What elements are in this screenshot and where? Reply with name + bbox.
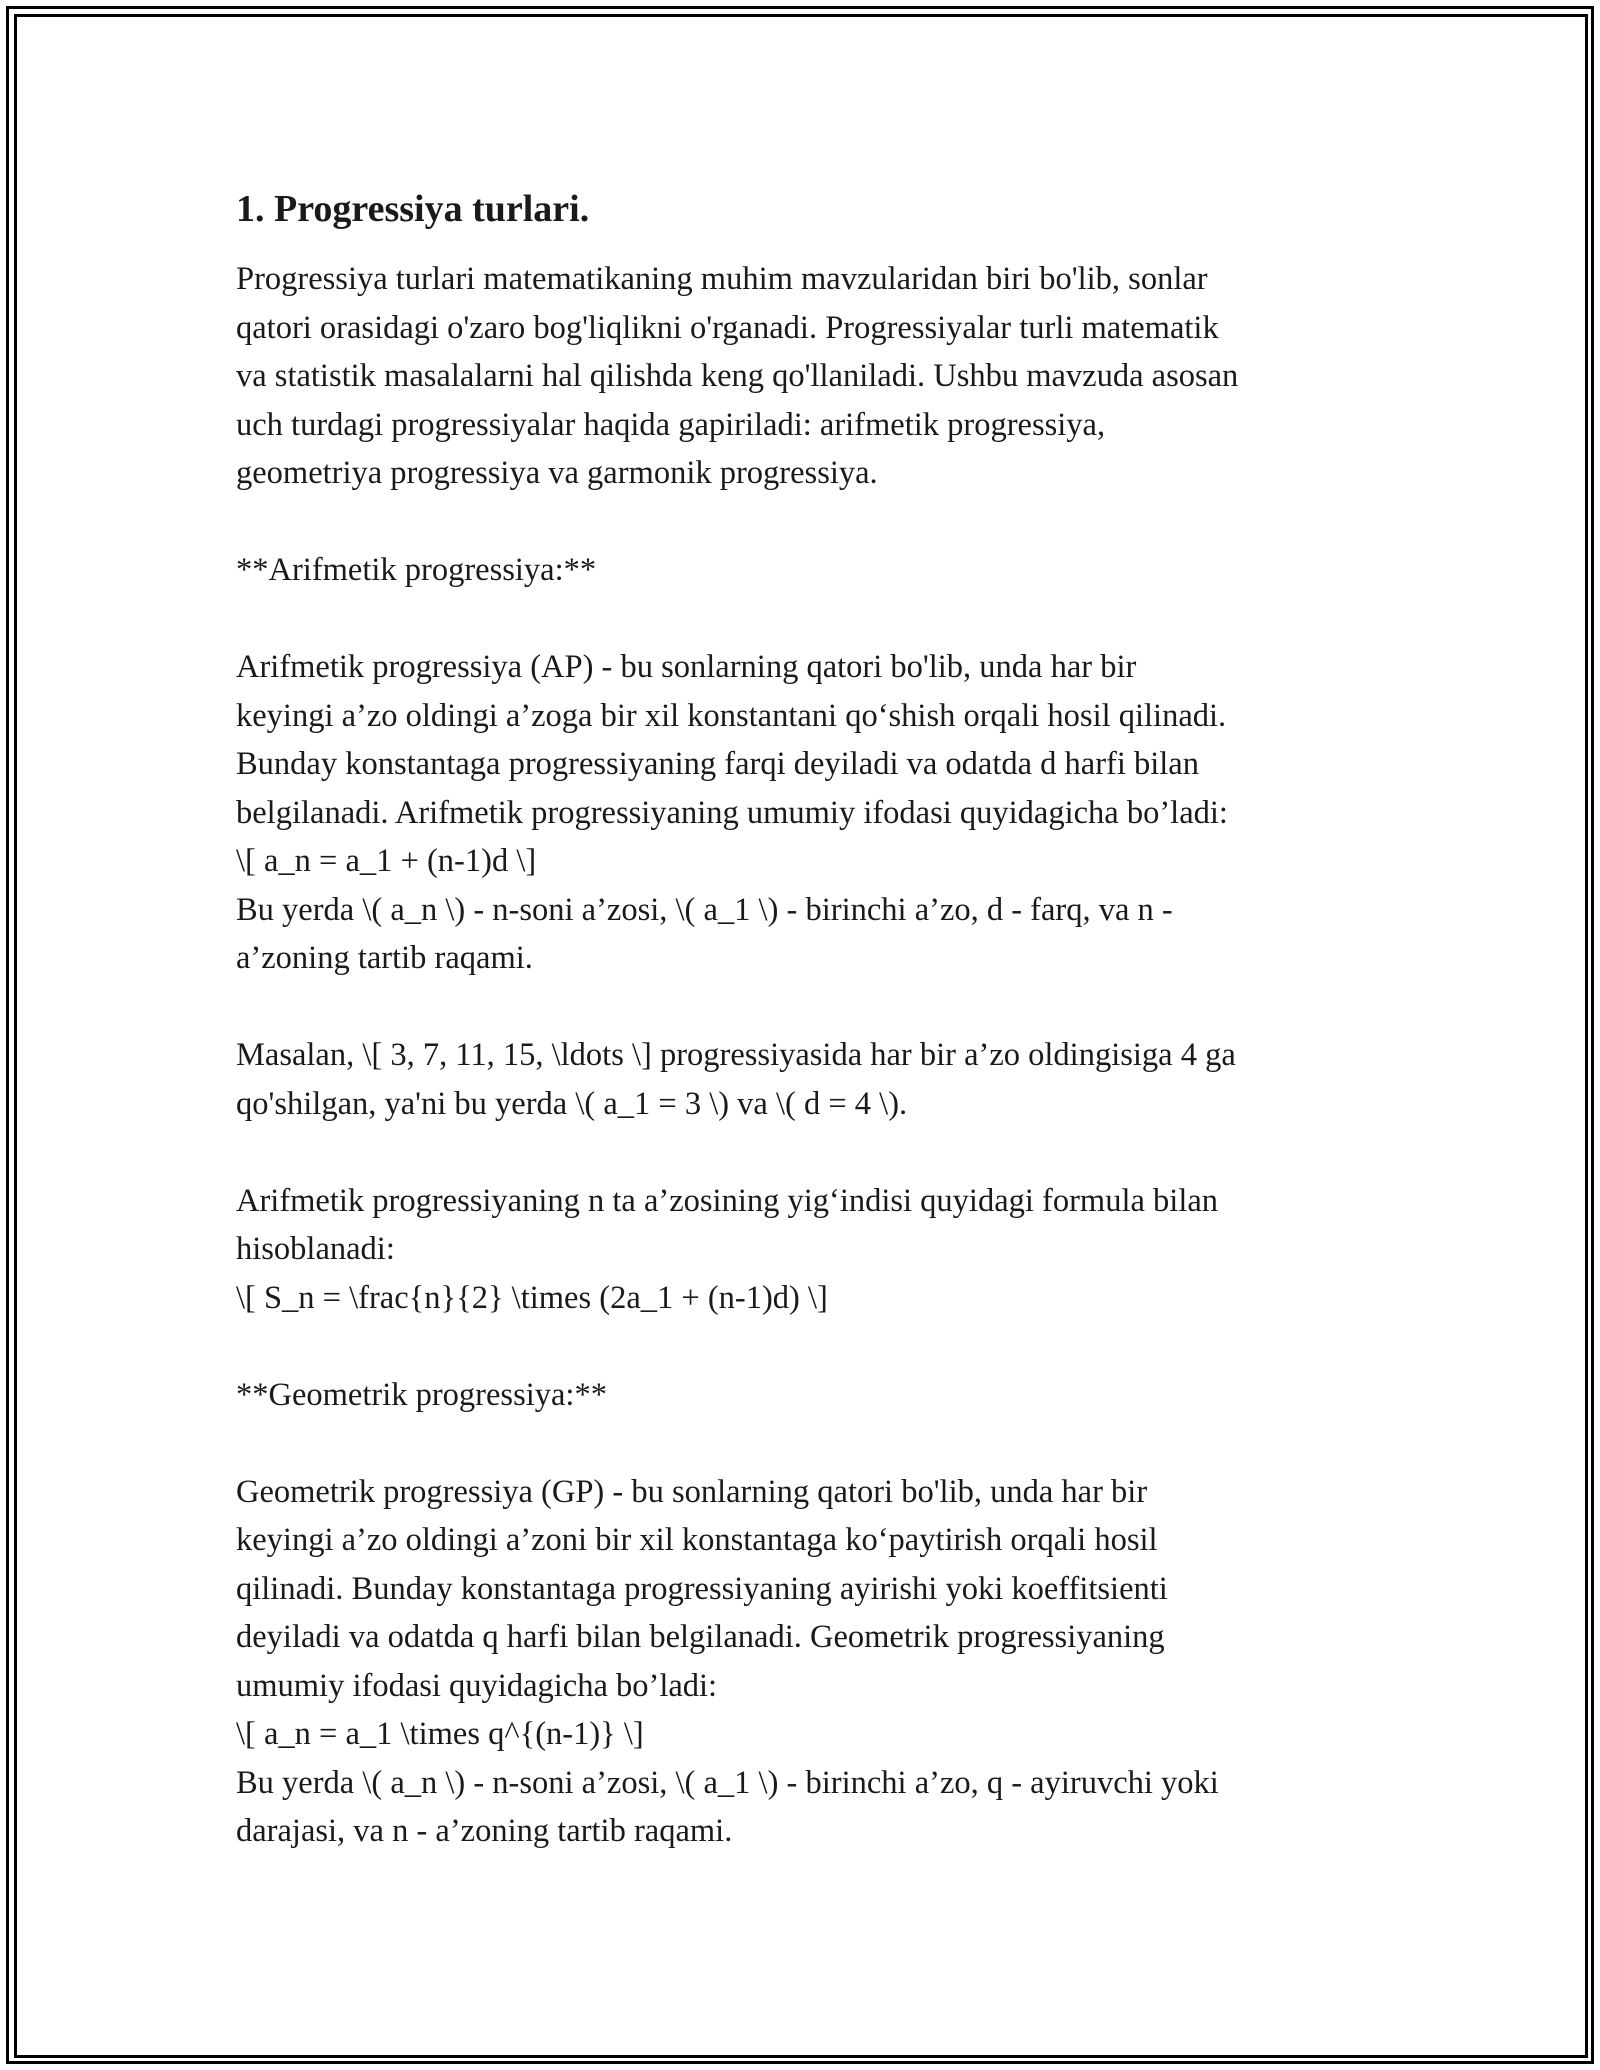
arithmetic-example-paragraph: Masalan, \[ 3, 7, 11, 15, \ldots \] progressiyasida har bir a’zo oldingisiga 4 ga qo'shilgan, ya'ni bu yerda \( a_1 = 3 \) va \( d = 4 \). bbox=[236, 1037, 1236, 1122]
intro-paragraph: Progressiya turlari matematikaning muhim mavzularidan biri bo'lib, sonlar qatori orasidagi o'zaro bog'liqlikni o'rganadi. Progressiyalar turli matematik va statistik masalalarni hal qilishda keng qo'llaniladi. Ushbu mavzuda asosan uch turdagi progressiyalar haqida gapiriladi: arifmetik progressiya, geometriya progressiya va garmonik progressiya. bbox=[236, 261, 1239, 491]
arithmetic-definition-paragraph: Arifmetik progressiya (AP) - bu sonlarning qatori bo'lib, unda har bir keyingi a’zo oldingi a’zoga bir xil konstantani qo‘shish orqali hosil qilinadi. Bunday konstantaga progressiyaning farqi deyiladi va odatda d harfi bilan belgilanadi. Arifmetik progressiyaning umumiy ifodasi quyidagicha bo’ladi: \[ a_n = a_1 + (n-1)d \] Bu yerda \( a_n \) - n-soni a’zosi, \( a_1 \) - birinchi a’zo, d - farq, va n - a’zoning tartib raqami. bbox=[236, 649, 1228, 976]
geometric-subheading: **Geometrik progressiya:** bbox=[236, 1376, 607, 1413]
paragraph-gap bbox=[236, 595, 1376, 644]
paragraph-gap bbox=[236, 498, 1376, 547]
section-heading: 1. Progressiya turlari. bbox=[236, 188, 590, 230]
arithmetic-sum-paragraph: Arifmetik progressiyaning n ta a’zosining yig‘indisi quyidagi formula bilan hisoblanadi: \[ S_n = \frac{n}{2} \times (2a_1 + (n-1)d) \] bbox=[236, 1182, 1219, 1316]
arithmetic-subheading: **Arifmetik progressiya:** bbox=[236, 552, 597, 588]
document-body bbox=[236, 185, 1376, 1856]
paragraph-gap bbox=[236, 1128, 1376, 1177]
paragraph-gap bbox=[236, 983, 1376, 1032]
paragraph-gap bbox=[236, 1322, 1376, 1371]
paragraph-gap bbox=[236, 1419, 1376, 1468]
geometric-definition-paragraph: Geometrik progressiya (GP) - bu sonlarning qatori bo'lib, unda har bir keyingi a’zo oldingi a’zoni bir xil konstantaga ko‘paytirish orqali hosil qilinadi. Bunday konstantaga progressiyaning ayirishi yoki koeffitsienti deyiladi va odatda q harfi bilan belgilanadi. Geometrik progressiyaning umumiy ifodasi quyidagicha bo’ladi: \[ a_n = a_1 \times q^{(n-1)} \] Bu yerda \( a_n \) - n-soni a’zosi, \( a_1 \) - birinchi a’zo, q - ayiruvchi yoki darajasi, va n - a’zoning tartib raqami. bbox=[236, 1473, 1219, 1849]
